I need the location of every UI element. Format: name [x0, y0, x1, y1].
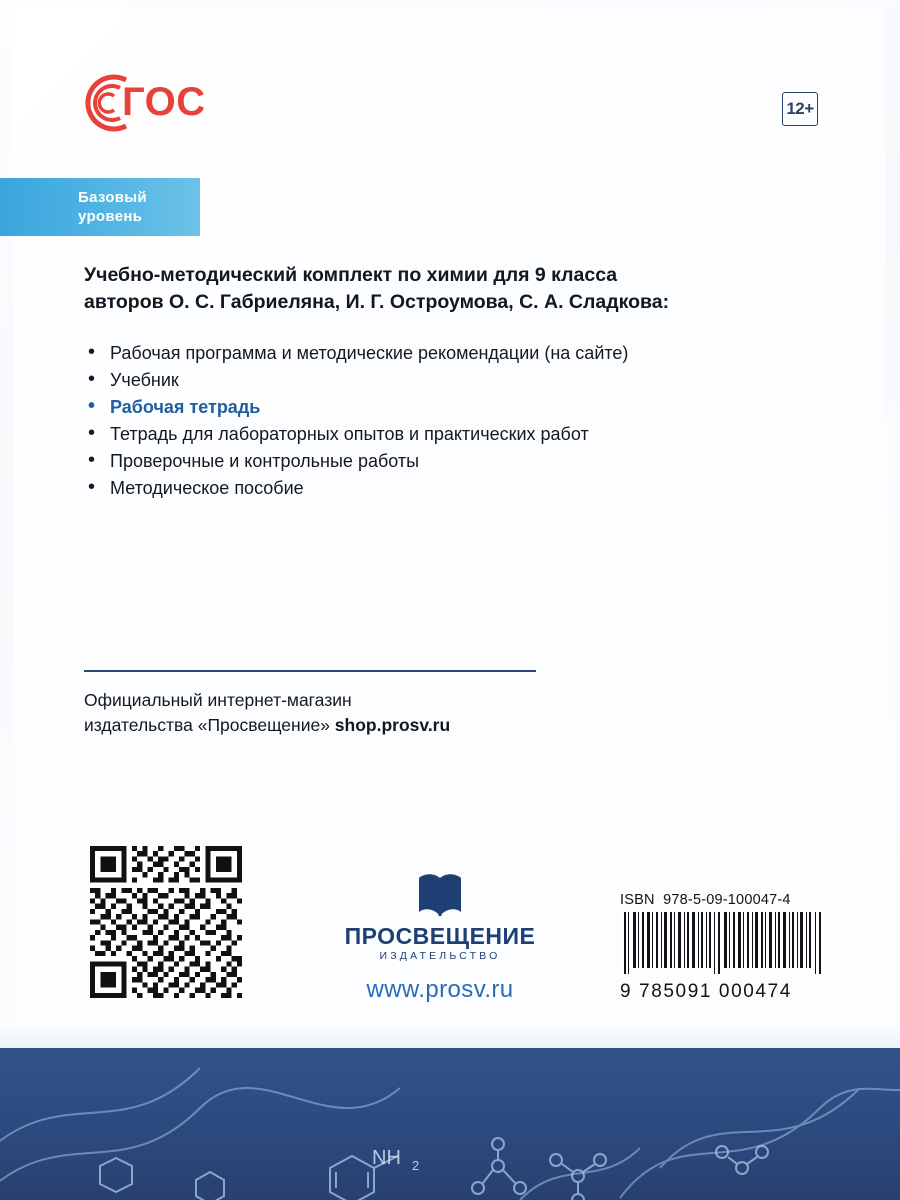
kit-heading	[84, 262, 784, 316]
fgos-logo	[84, 72, 206, 134]
shop-publisher-text: издательства «Просвещение»	[84, 715, 335, 735]
publisher-name: ПРОСВЕЩЕНИЕ	[344, 923, 536, 949]
kit-heading-line2: авторов О. С. Габриеляна, И. Г. Остроумова, С. А. Сладкова:	[84, 291, 670, 313]
barcode-digits: 9 785091 000474	[620, 981, 792, 1002]
level-ribbon-line2: уровень	[78, 208, 143, 225]
isbn-line	[620, 892, 840, 908]
band-fade	[0, 1022, 900, 1048]
svg-text:NH: NH	[372, 1147, 401, 1169]
age-rating-badge: 12+	[782, 92, 818, 126]
list-item: • Рабочая программа и методические рекомендации (на сайте)	[84, 340, 804, 367]
level-ribbon	[0, 178, 200, 236]
prosveshchenie-mark-icon	[409, 872, 471, 920]
list-item: • Проверочные и контрольные работы	[84, 448, 804, 475]
publisher-subtitle: ИЗДАТЕЛЬСТВО	[379, 950, 501, 962]
list-item-current: • Рабочая тетрадь	[84, 394, 804, 421]
list-item: • Тетрадь для лабораторных опытов и практических работ	[84, 421, 804, 448]
isbn-value: 978-5-09-100047-4	[663, 892, 791, 908]
fgos-logo-text: ГОС	[122, 80, 206, 124]
level-ribbon-line1: Базовый	[78, 189, 147, 206]
shop-line1: Официальный интернет-магазин	[84, 690, 352, 710]
open-book-icon	[409, 872, 471, 920]
svg-text:2: 2	[412, 1158, 420, 1173]
kit-list	[84, 340, 804, 502]
barcode-image	[620, 912, 830, 974]
shop-line2	[84, 713, 684, 738]
qr-code[interactable]	[90, 846, 242, 998]
isbn-label: ISBN	[620, 892, 655, 908]
kit-heading-line1: Учебно-методический комплект по химии для 9 класса	[84, 264, 618, 286]
chemistry-pattern-icon	[0, 1048, 900, 1200]
shop-url[interactable]: shop.prosv.ru	[334, 715, 451, 735]
publisher-logo	[330, 872, 550, 1004]
list-item: • Методическое пособие	[84, 475, 804, 502]
bottom-decorative-band	[0, 1048, 900, 1200]
section-divider	[84, 670, 536, 672]
barcode-block	[620, 892, 840, 1003]
list-item: • Учебник	[84, 367, 804, 394]
online-shop-info	[84, 688, 684, 738]
publisher-url[interactable]: www.prosv.ru	[366, 976, 514, 1003]
